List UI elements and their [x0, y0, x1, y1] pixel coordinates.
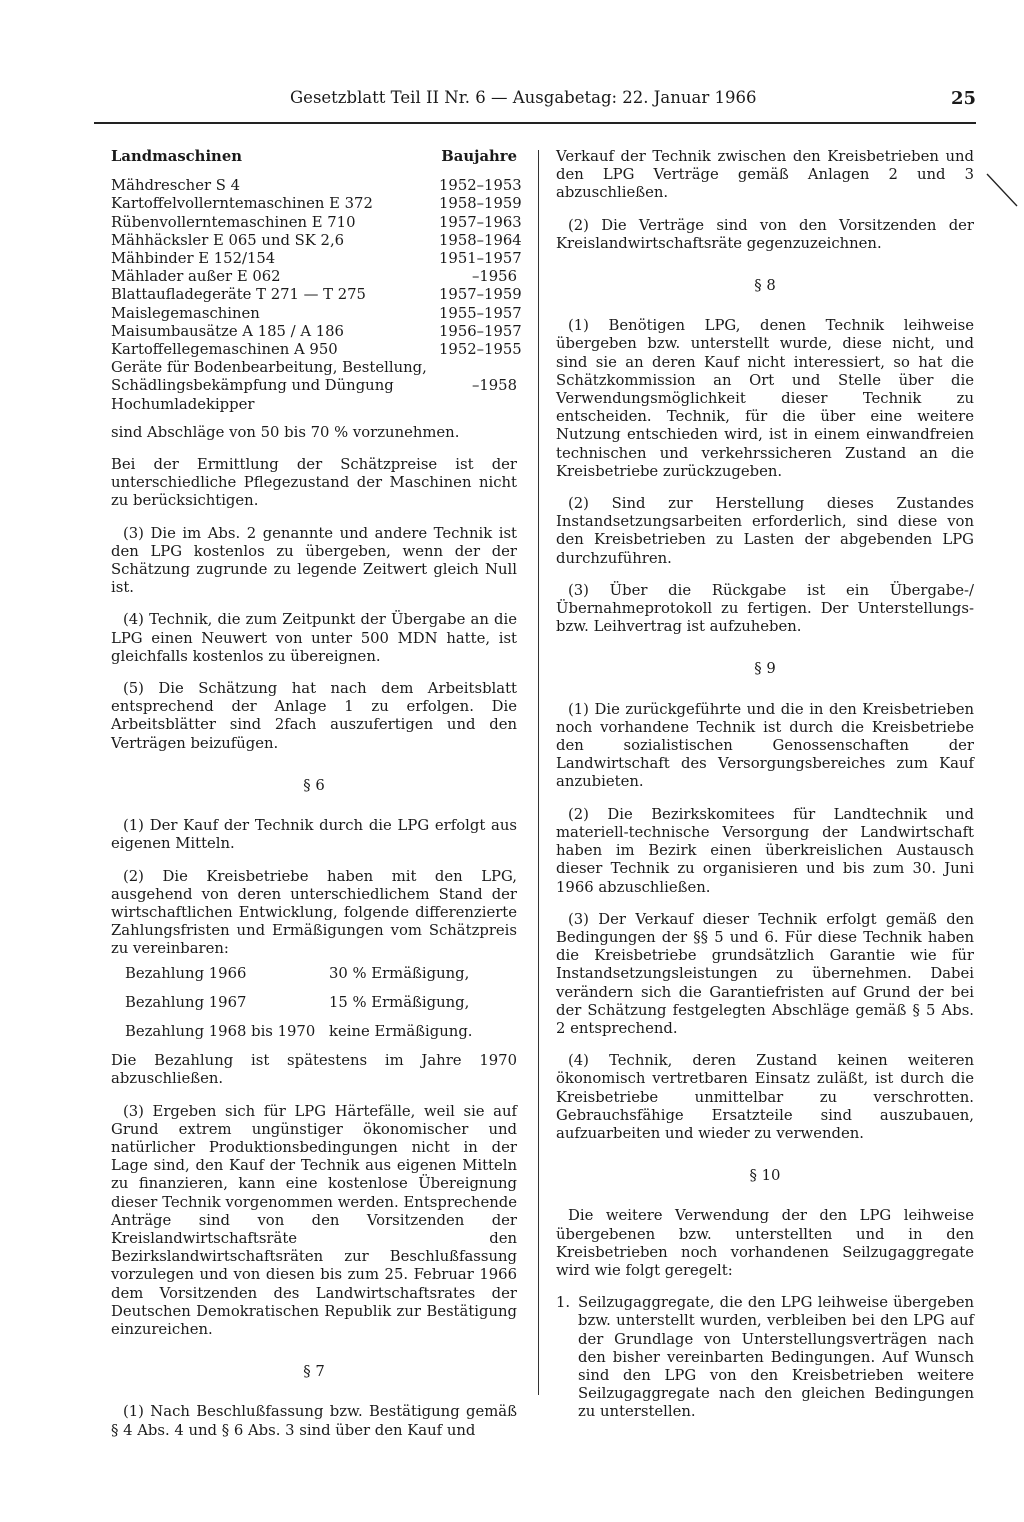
machinery-col-name: Landmaschinen: [111, 148, 242, 165]
machinery-table: [111, 148, 522, 414]
machine-years: 1955–1957: [439, 304, 522, 322]
paragraph: (3) Der Verkauf dieser Technik erfolgt gemäß den Bedingungen der §§ 5 und 6. Für diese Technik haben die Kreisbetriebe grundsätzlich Garantie wie für Instandsetzungsleistungen zu übernehmen. Dabei verändern sich die Garantiefristen auf Grund der bei der Schätzung festgelegten Abschläge gemäß § 5 Abs. 2 entsprechend.: [556, 910, 974, 1037]
machine-name: Maisumbausätze A 185 / A 186: [111, 322, 344, 340]
paragraph: (4) Technik, die zum Zeitpunkt der Übergabe an die LPG einen Neuwert von unter 500 MDN hatte, ist gleichfalls kostenlos zu übereignen.: [111, 611, 517, 665]
machinery-row: [111, 231, 522, 250]
machine-years: –1956: [471, 268, 517, 286]
machine-name: Mähbinder E 152/154: [111, 250, 276, 268]
right-column: [556, 148, 974, 1422]
paragraph: (3) Ergeben sich für LPG Härtefälle, weil sie auf Grund extrem ungünstiger ökonomischer und natürlicher Produktionsbedingungen nicht in der Lage sind, den Kauf der Technik aus eigenen Mitteln zu finanzieren, kann eine kostenlose Übereignung dieser Technik vorgenommen werden. Entsprechende Anträge sind von den Vorsitzenden der Kreislandwirtschaftsräte den Bezirkslandwirtschaftsräten zur Beschlußfassung vorzulegen und von diesen bis zum 25. Februar 1966 dem Vorsitzenden des Landwirtschaftsrates der Deutschen Demokratischen Republik zur Bestätigung einzureichen.: [111, 1102, 517, 1338]
section-heading: § 10: [749, 1167, 781, 1185]
paragraph: sind Abschläge von 50 bis 70 % vorzunehmen.: [111, 423, 460, 441]
machine-name: Maislegemaschinen: [111, 304, 260, 322]
section-heading: § 7: [303, 1363, 325, 1381]
left-column: [111, 148, 522, 1454]
payment-table: [125, 965, 517, 1042]
paragraph: (2) Sind zur Herstellung dieses Zustandes Instandsetzungsarbeiten erforderlich, sind diese von den Kreisbetrieben zu Lasten der abgebenden LPG durchzuführen.: [556, 495, 974, 567]
paragraph: (4) Technik, deren Zustand keinen weiteren ökonomisch vertretbaren Einsatz zuläßt, ist durch die Kreisbetriebe unmittelbar zu verschrotten. Gebrauchsfähige Ersatzteile sind auszubauen, aufzuarbeiten und wieder zu verwenden.: [556, 1052, 974, 1142]
machine-name: Blattaufladegeräte T 271 — T 275: [111, 286, 366, 304]
machine-name: Mähhäcksler E 065 und SK 2,6: [111, 231, 345, 249]
paragraph: Bei der Ermittlung der Schätzpreise ist der unterschiedliche Pflegezustand der Maschinen nicht zu berücksichtigen.: [111, 456, 517, 510]
payment-discount: keine Ermäßigung.: [329, 1022, 473, 1040]
machine-years: –1958: [471, 377, 517, 395]
machinery-row: [111, 396, 517, 414]
machinery-row: [111, 286, 522, 304]
paragraph: (3) Die im Abs. 2 genannte und andere Technik ist den LPG kostenlos zu übergeben, wenn der der Schätzung zugrunde zu legende Zeitwert gleich Null ist.: [111, 524, 517, 597]
machine-years: 1958–1959: [439, 195, 522, 213]
machine-years: 1952–1955: [439, 341, 522, 359]
machine-name: Mählader außer E 062: [111, 268, 281, 286]
machine-years: 1951–1957: [439, 250, 522, 268]
payment-term: Bezahlung 1966: [125, 964, 247, 982]
machinery-row: [111, 341, 522, 359]
section-heading: § 8: [754, 277, 776, 295]
machine-name: Geräte für Bodenbearbeitung, Bestellung,: [111, 359, 427, 377]
machine-years: [439, 396, 517, 414]
header-rule: [94, 122, 976, 124]
paragraph: (1) Nach Beschlußfassung bzw. Bestätigung gemäß § 4 Abs. 4 und § 6 Abs. 3 sind über den Kauf und: [111, 1403, 517, 1439]
paragraph: (2) Die Verträge sind von den Vorsitzenden der Kreislandwirtschaftsräte gegenzuzeichnen.: [556, 216, 974, 252]
payment-row: [125, 965, 517, 983]
paragraph: (2) Die Bezirkskomitees für Landtechnik und materiell-technische Versorgung der Landwirtschaft haben im Bezirk einen überkreislichen Austausch dieser Technik zu organisieren und bis zum 30. Juni 1966 abzuschließen.: [556, 805, 974, 896]
machinery-header: [111, 148, 517, 166]
list-text: Seilzugaggregate, die den LPG leihweise übergeben bzw. unterstellt wurden, verbleiben bei den LPG auf der Grundlage von Unterstellungsverträgen nach den bisher vereinbarten Bedingungen. Auf Wunsch sind den LPG von den Kreisbetrieben weitere Seilzugaggregate nach den gleichen Bedingungen zu unterstellen.: [578, 1294, 974, 1421]
machinery-row: [111, 195, 522, 213]
machinery-rows: [111, 177, 522, 414]
machine-years: 1956–1957: [439, 322, 522, 340]
machinery-row: [111, 213, 522, 232]
machine-name: Rübenvollerntemaschinen E 710: [111, 213, 356, 231]
margin-mark: [985, 170, 1021, 210]
payment-discount: 30 % Ermäßigung,: [329, 964, 470, 982]
machine-name: Hochumladekipper: [111, 395, 255, 413]
machine-years: [439, 359, 517, 377]
payment-row: [125, 994, 517, 1012]
machinery-row: [111, 322, 522, 341]
list-item: [556, 1294, 974, 1421]
paragraph: (1) Benötigen LPG, denen Technik leihweise übergeben bzw. unterstellt wurde, diese nicht, und sind sie an deren Kauf nicht interessiert, so hat die Schätzkommission an Ort und Stelle über die Verwendungsmöglichkeit dieser Technik zu entscheiden. Technik, für die über eine weitere Nutzung entschieden wird, ist in einem einwandfreien technischen und verkehrssicheren Zustand an die Kreisbetriebe zurückzugeben.: [556, 317, 974, 480]
page-header: [94, 88, 976, 118]
paragraph: Verkauf der Technik zwischen den Kreisbetrieben und den LPG Verträge gemäß Anlagen 2 und 3 abzuschließen.: [556, 148, 974, 202]
machinery-row: [111, 268, 517, 286]
paragraph: Die weitere Verwendung der den LPG leihweise übergebenen bzw. unterstellten und in den Kreisbetrieben noch vorhandenen Seilzugaggregate wird wie folgt geregelt:: [556, 1207, 974, 1279]
machinery-row: [111, 359, 517, 377]
machine-years: 1958–1964: [439, 231, 522, 249]
paragraph: Die Bezahlung ist spätestens im Jahre 1970 abzuschließen.: [111, 1052, 517, 1088]
machine-years: 1952–1953: [439, 177, 522, 195]
list-number: 1.: [556, 1294, 571, 1312]
section-heading: § 9: [754, 660, 776, 678]
payment-term: Bezahlung 1968 bis 1970: [125, 1022, 316, 1040]
machine-years: 1957–1959: [439, 286, 522, 304]
paragraph: (5) Die Schätzung hat nach dem Arbeitsblatt entsprechend der Anlage 1 zu erfolgen. Die Arbeitsblätter sind 2fach auszufertigen und den Verträgen beizufügen.: [111, 680, 517, 752]
column-divider: [538, 150, 539, 1395]
machine-name: Kartoffellegemaschinen A 950: [111, 341, 338, 359]
machinery-row: [111, 250, 522, 268]
payment-term: Bezahlung 1967: [125, 993, 247, 1011]
machinery-row: [111, 377, 517, 395]
payment-discount: 15 % Ermäßigung,: [329, 993, 470, 1011]
machine-name: Schädlingsbekämpfung und Düngung: [111, 377, 394, 395]
paragraph: (1) Der Kauf der Technik durch die LPG erfolgt aus eigenen Mitteln.: [111, 817, 517, 853]
page-title: Gesetzblatt Teil II Nr. 6 — Ausgabetag: 22. Januar 1966: [290, 88, 757, 107]
machinery-row: [111, 177, 522, 195]
paragraph: (3) Über die Rückgabe ist ein Übergabe-/Übernahmeprotokoll zu fertigen. Der Unterstellungs- bzw. Leihvertrag ist aufzuheben.: [556, 581, 974, 636]
machine-years: 1957–1963: [439, 213, 522, 231]
machinery-row: [111, 304, 522, 323]
section-heading: § 6: [303, 776, 325, 794]
machine-name: Mähdrescher S 4: [111, 177, 241, 195]
paragraph: (2) Die Kreisbetriebe haben mit den LPG, ausgehend von deren unterschiedlichem Stand der wirtschaftlichen Entwicklung, folgende differenzierte Zahlungsfristen und Ermäßigungen vom Schätzpreis zu vereinbaren:: [111, 867, 517, 958]
page-number: 25: [950, 88, 976, 109]
payment-row: [125, 1023, 517, 1041]
machine-name: Kartoffelvollerntemaschinen E 372: [111, 195, 373, 213]
machinery-col-year: Baujahre: [441, 148, 517, 165]
paragraph: (1) Die zurückgeführte und die in den Kreisbetrieben noch vorhandene Technik ist durch die Kreisbetriebe den sozialistischen Genossenschaften der Landwirtschaft des Versorgungsbereiches zum Kauf anzubieten.: [556, 700, 974, 791]
